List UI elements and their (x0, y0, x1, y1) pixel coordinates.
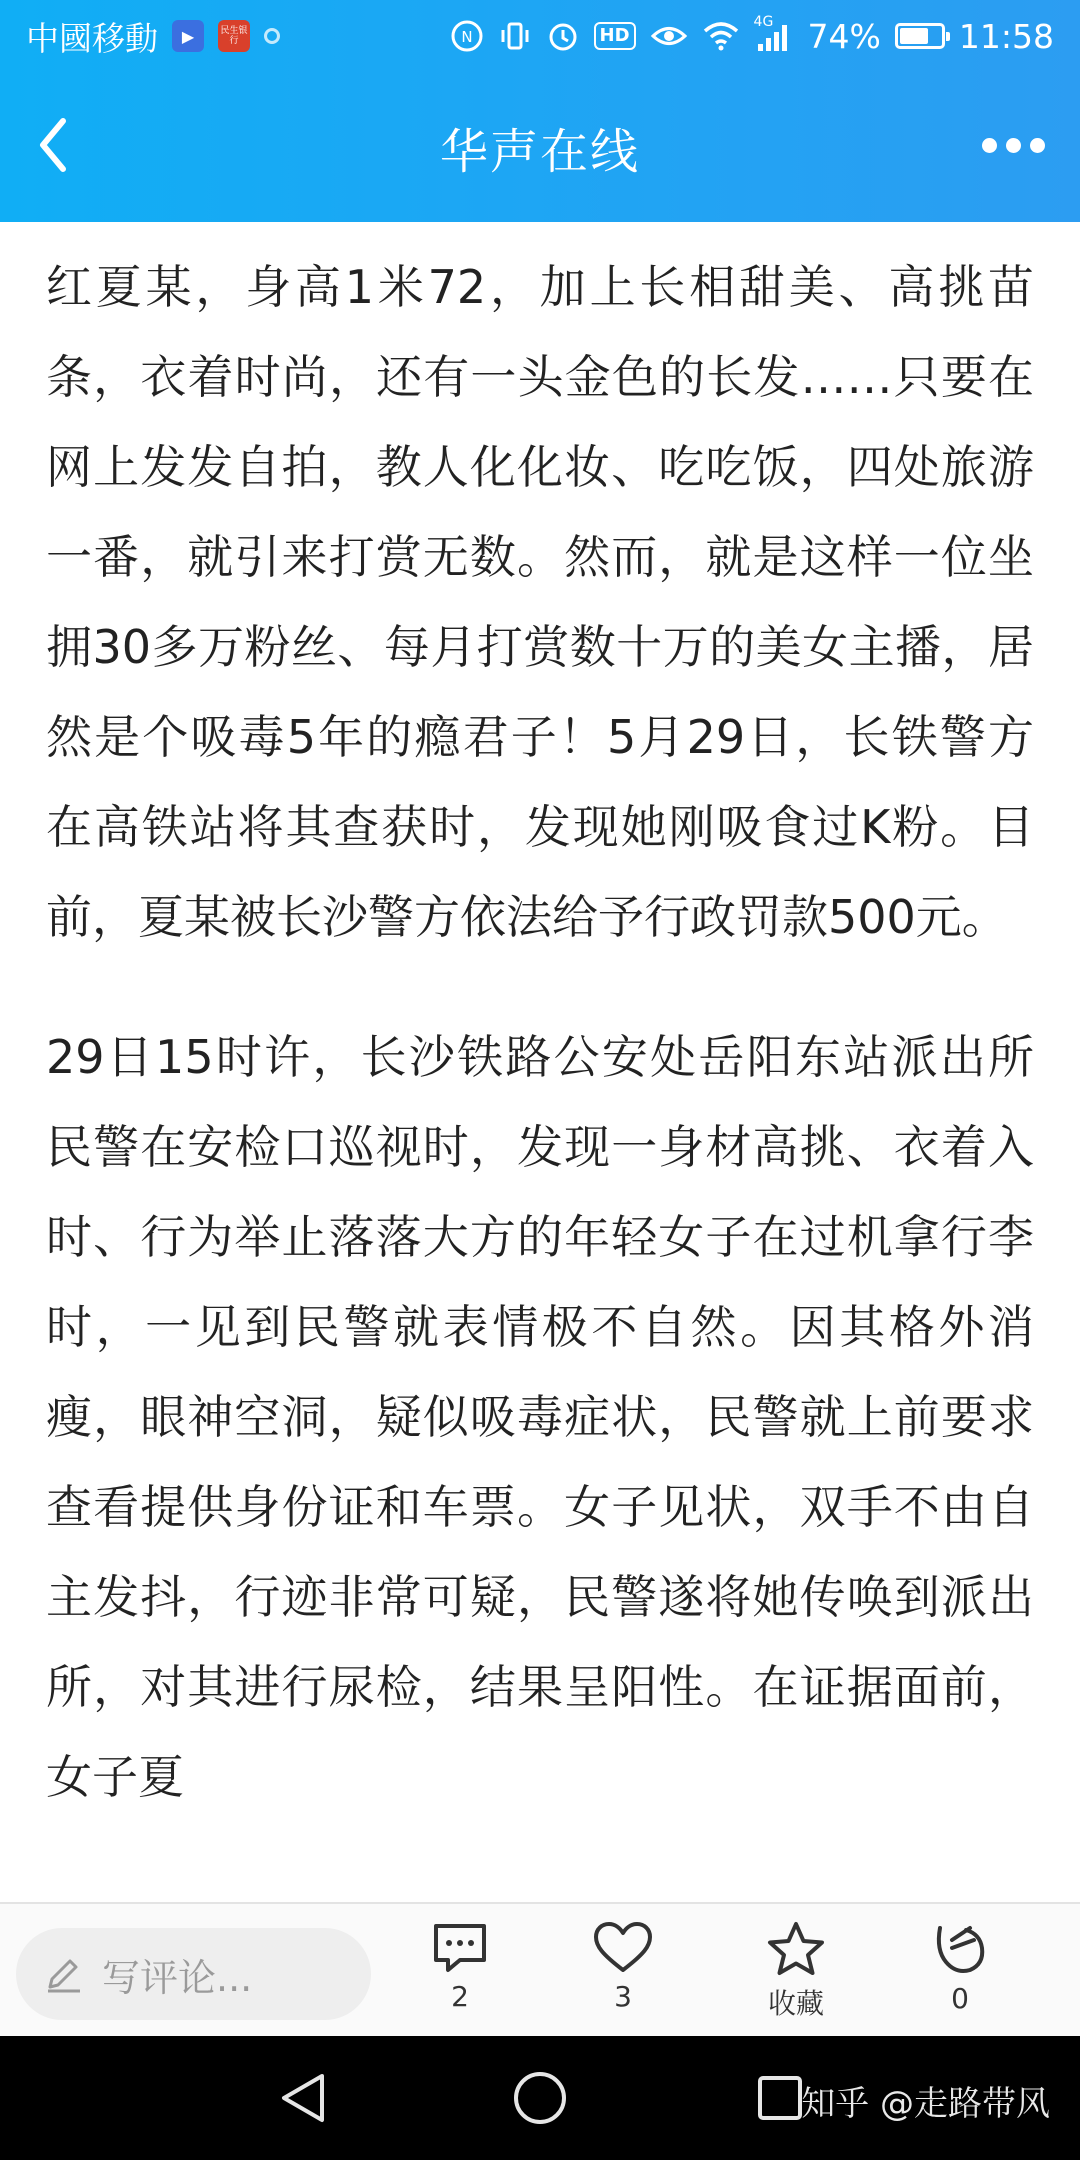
favorite-label: 收藏 (767, 1987, 824, 2020)
comments-count: 2 (451, 1980, 469, 2013)
chevron-left-icon (33, 115, 73, 175)
favorite-button[interactable] (736, 1920, 856, 2030)
share-button[interactable] (900, 1920, 1020, 2030)
battery-level-fill (900, 28, 929, 44)
carrier-label: 中國移動 (26, 18, 158, 58)
nav-back-button[interactable] (270, 2066, 334, 2130)
share-icon (930, 1920, 990, 1978)
app-bar (0, 72, 1080, 222)
share-count: 0 (951, 1982, 969, 2015)
bank-app-label: 民生银行 (220, 26, 248, 46)
status-right (450, 14, 1054, 56)
video-app-icon: ▶ (172, 20, 204, 52)
article-paragraph: 29日15时许，长沙铁路公安处岳阳东站派出所民警在安检口巡视时，发现一身材高挑、衣着入时、行为举止落落大方的年轻女子在过机拿行李时，一见到民警就表情极不自然。因其格外消瘦，眼神空洞，疑似吸毒症状，民警就上前要求查看提供身份证和车票。女子见状，双手不由自主发抖，行迹非常可疑，民警遂将她传唤到派出所，对其进行尿检，结果呈阳性。在证据面前，女子夏 (46, 1030, 1034, 1804)
svg-text:N: N (460, 28, 473, 46)
more-options-button[interactable] (968, 110, 1058, 180)
vibrate-icon (498, 19, 532, 53)
more-dots-icon (982, 138, 997, 153)
page-title: 华声在线 (439, 123, 640, 180)
alarm-icon (546, 19, 580, 53)
more-dots-icon (1030, 138, 1045, 153)
status-bar (0, 0, 1080, 72)
cellular-signal-icon (753, 14, 794, 52)
system-nav-bar (0, 2036, 1080, 2160)
top-header (0, 0, 1080, 222)
source-watermark: 知乎 @走路带风 (801, 2084, 1050, 2124)
article-body[interactable] (0, 222, 1080, 1902)
nav-home-button[interactable] (508, 2066, 572, 2130)
comment-input[interactable] (16, 1928, 371, 2020)
comments-button[interactable] (400, 1920, 520, 2030)
triangle-back-icon (276, 2070, 328, 2126)
comment-placeholder: 写评论... (102, 1955, 253, 2000)
more-dots-icon (1006, 138, 1021, 153)
like-button[interactable] (563, 1920, 683, 2030)
battery-icon (895, 23, 945, 49)
comment-bubble-icon (430, 1920, 490, 1976)
network-type-label: 4G (753, 14, 774, 30)
square-recents-icon (754, 2072, 806, 2124)
article-paragraph: 红夏某，身高1米72，加上长相甜美、高挑苗条，衣着时尚，还有一头金色的长发……只要在网上发发自拍，教人化化妆、吃吃饭，四处旅游一番，就引来打赏无数。然而，就是这样一位坐拥30多万粉丝、每月打赏数十万的美女主播，居然是个吸毒5年的瘾君子！5月29日，长铁警方在高铁站将其查获时，发现她刚吸食过K粉。目前，夏某被长沙警方依法给予行政罚款500元。 (46, 260, 1034, 944)
likes-count: 3 (614, 1980, 632, 2013)
back-button[interactable] (18, 110, 88, 180)
circle-home-icon (511, 2069, 569, 2127)
pencil-icon (42, 1953, 84, 1995)
bank-app-icon (218, 20, 250, 52)
sync-icon (264, 28, 280, 44)
article-action-bar (0, 1902, 1080, 2036)
nfc-icon (450, 19, 484, 53)
heart-icon (592, 1920, 654, 1976)
wifi-icon (702, 21, 740, 51)
status-left (26, 13, 280, 60)
eye-comfort-icon (650, 21, 688, 51)
clock-time: 11:58 (958, 16, 1054, 56)
battery-percent: 74% (807, 16, 881, 56)
star-icon (765, 1920, 827, 1978)
hd-icon: HD (594, 22, 636, 50)
